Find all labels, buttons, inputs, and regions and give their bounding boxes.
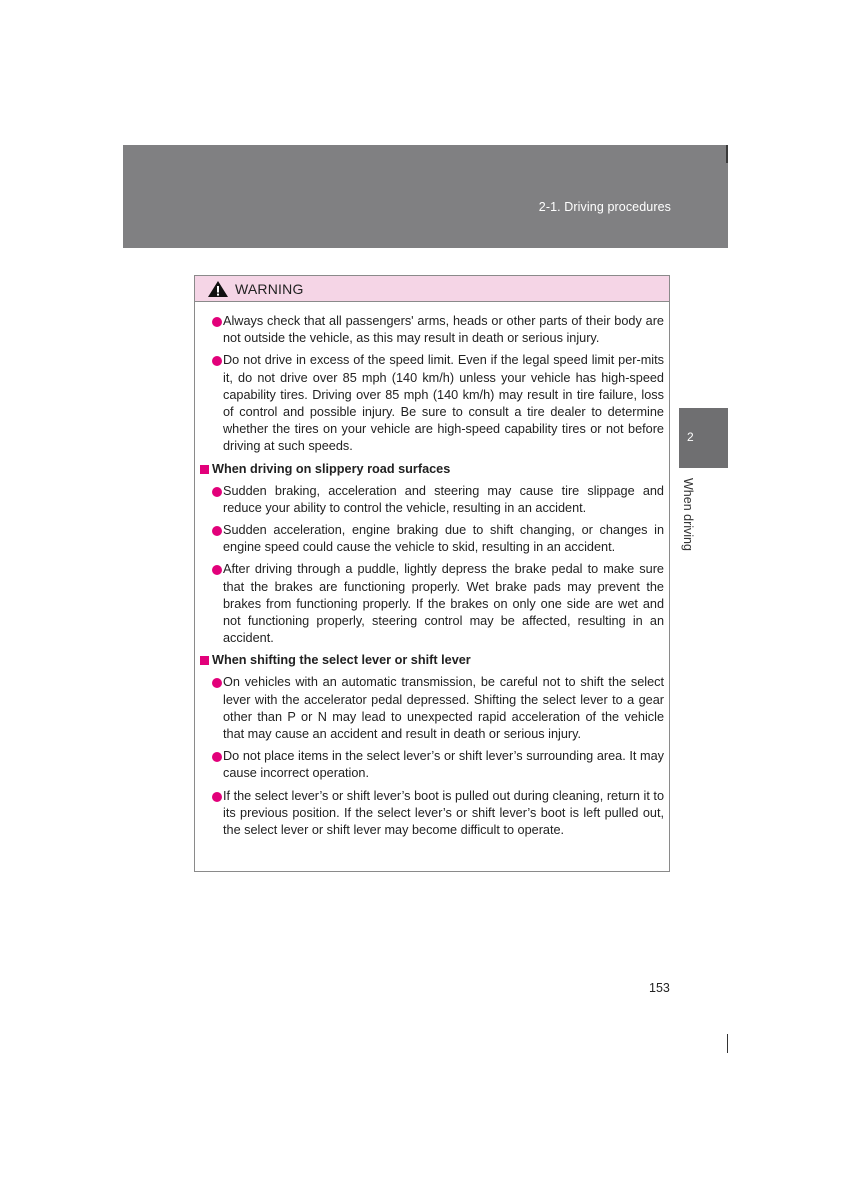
bullet-dot-icon	[212, 356, 222, 366]
bullet-text: Sudden acceleration, engine braking due to shift changing, or changes in engine speed could cause the vehicle to skid, resulting in an accident.	[223, 523, 664, 555]
chapter-label: When driving	[681, 478, 695, 551]
bullet-text: Do not place items in the select lever’s or shift lever’s surrounding area. It may cause incorrect operation.	[223, 749, 664, 781]
section-heading-text: When driving on slippery road surfaces	[212, 461, 451, 476]
bullet-item	[198, 483, 664, 517]
bullet-text: Do not drive in excess of the speed limit. Even if the legal speed limit per-mits it, do not drive over 85 mph (140 km/h) unless your vehicle has high-speed capability tires. Driving over 85 mph (140 km/h) may result in tire failure, loss of control and possible injury. Be sure to consult a tire dealer to determine whether the tires on your vehicle are high-speed capability tires or not before driving at such speeds.	[223, 353, 664, 454]
bullet-item	[198, 748, 664, 782]
bullet-item	[198, 352, 664, 455]
margin-rule	[727, 1034, 728, 1053]
bullet-text: After driving through a puddle, lightly depress the brake pedal to make sure that the brakes are functioning properly. Wet brake pads may prevent the brakes from functioning properly. If the brakes on only one side are wet and not functioning properly, steering control may be affected, resulting in an accident.	[223, 562, 664, 646]
section-heading-slippery-roads	[198, 461, 664, 478]
bullet-item	[198, 788, 664, 840]
bullet-item	[198, 674, 664, 743]
corner-tick	[726, 145, 728, 163]
bullet-text: Always check that all passengers' arms, heads or other parts of their body are not outside the vehicle, as this may result in death or serious injury.	[223, 314, 664, 346]
bullet-dot-icon	[212, 565, 222, 575]
chapter-number: 2	[687, 430, 694, 444]
square-bullet-icon	[200, 465, 209, 474]
bullet-dot-icon	[212, 678, 222, 688]
bullet-text: Sudden braking, acceleration and steering may cause tire slippage and reduce your ability to control the vehicle, resulting in an accident.	[223, 483, 664, 515]
section-heading-shift-lever	[198, 652, 664, 669]
bullet-item	[198, 561, 664, 647]
bullet-item	[198, 313, 664, 347]
section-heading-text: When shifting the select lever or shift lever	[212, 653, 471, 668]
bullet-text: On vehicles with an automatic transmission, be careful not to shift the select lever with the accelerator pedal depressed. Shifting the select lever to a gear other than P or N may lead to unexpected rapid acceleration of the vehicle that may cause an accident and result in death or serious injury.	[223, 675, 664, 742]
warning-box	[194, 275, 670, 872]
square-bullet-icon	[200, 656, 209, 665]
bullet-dot-icon	[212, 317, 222, 327]
bullet-dot-icon	[212, 792, 222, 802]
bullet-item	[198, 522, 664, 556]
header-band	[123, 145, 728, 248]
bullet-text: If the select lever’s or shift lever’s boot is pulled out during cleaning, return it to its previous position. If the select lever’s or shift lever’s boot is left pulled out, the select lever or shift lever may become difficult to operate.	[223, 788, 664, 838]
bullet-dot-icon	[212, 526, 222, 536]
chapter-tab[interactable]	[679, 408, 728, 468]
section-title: 2-1. Driving procedures	[538, 200, 671, 214]
page-number: 153	[649, 981, 670, 995]
warning-body	[195, 302, 669, 839]
warning-header	[195, 276, 669, 302]
warning-triangle-icon	[207, 280, 229, 298]
bullet-dot-icon	[212, 487, 222, 497]
bullet-dot-icon	[212, 752, 222, 762]
warning-title: WARNING	[235, 280, 304, 297]
